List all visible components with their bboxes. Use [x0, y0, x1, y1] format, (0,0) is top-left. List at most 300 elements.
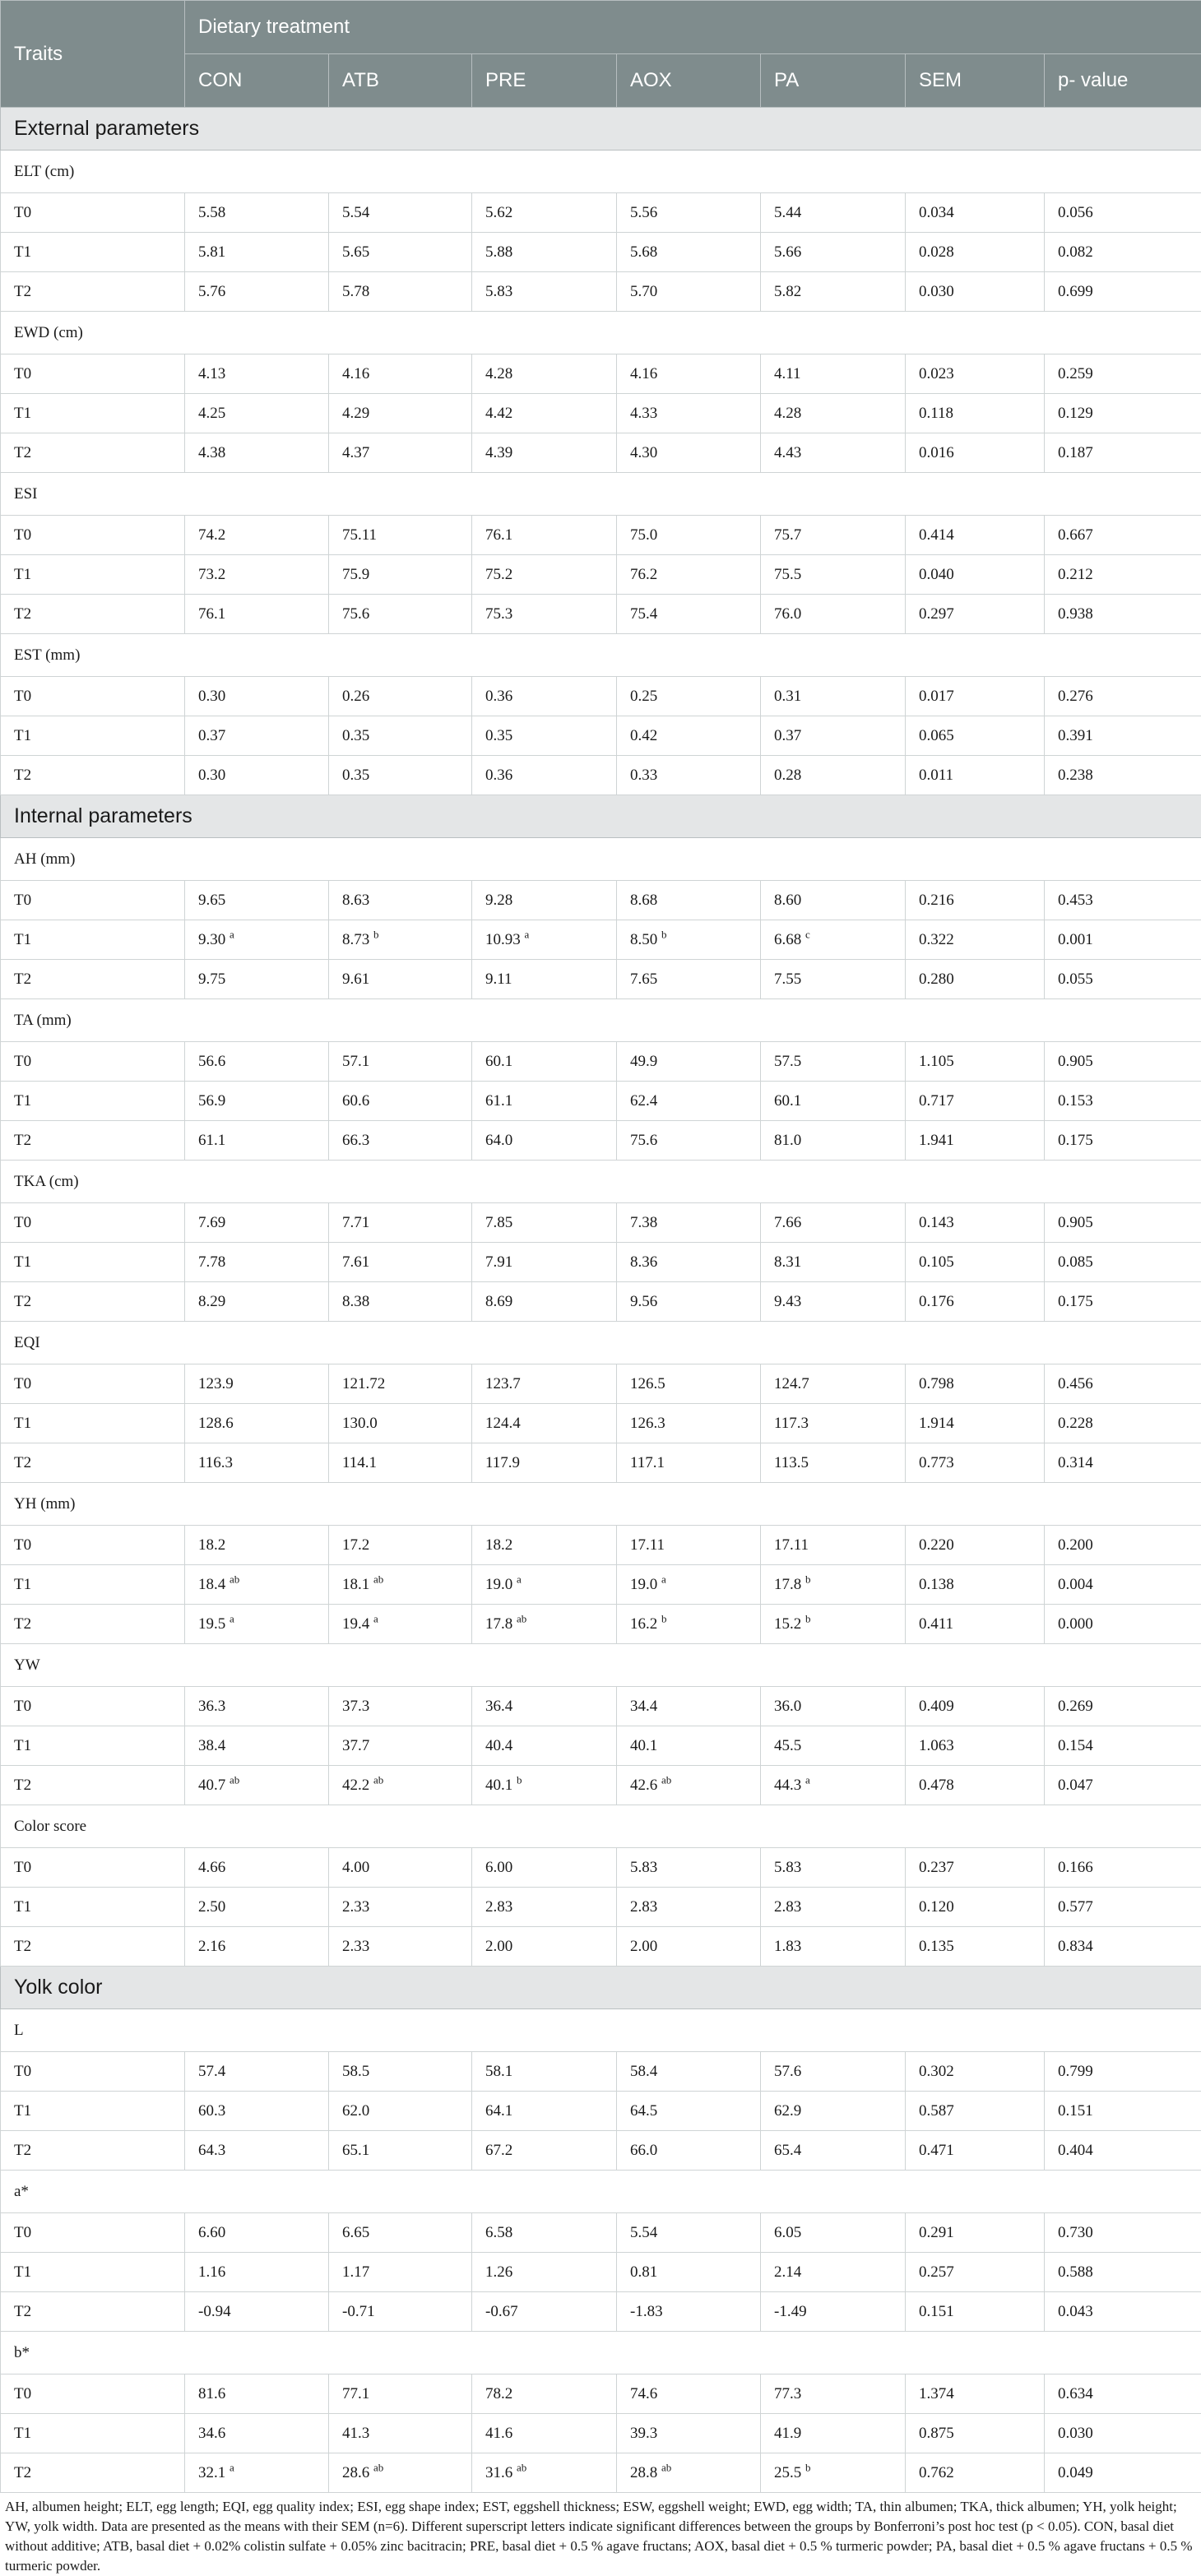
- table-cell: [329, 677, 472, 716]
- significance-letter: b: [805, 1612, 811, 1624]
- cell-value: 0.905: [1058, 1214, 1093, 1231]
- table-cell: [761, 1605, 906, 1644]
- cell-value: 0.773: [919, 1454, 954, 1471]
- table-cell: [185, 960, 329, 999]
- column-header: AOX: [617, 54, 761, 108]
- cell-value: -0.71: [342, 2303, 375, 2320]
- table-cell: [329, 555, 472, 595]
- cell-value: 0.120: [919, 1898, 954, 1916]
- table-cell: [761, 2052, 906, 2092]
- cell-value: -0.67: [485, 2303, 518, 2320]
- cell-value: 75.5: [774, 566, 801, 583]
- cell-value: 7.85: [485, 1214, 512, 1231]
- table-cell: [761, 1848, 906, 1888]
- table-cell: [329, 2453, 472, 2493]
- table-cell: [906, 394, 1045, 433]
- cell-value: 6.65: [342, 2224, 369, 2241]
- table-cell: [906, 1203, 1045, 1243]
- cell-value: 57.5: [774, 1053, 801, 1070]
- table-cell: [617, 960, 761, 999]
- cell-value: 19.4: [342, 1615, 369, 1633]
- cell-value: 37.7: [342, 1737, 369, 1754]
- cell-value: 81.6: [198, 2385, 225, 2402]
- cell-value: 60.1: [485, 1053, 512, 1070]
- cell-value: 6.60: [198, 2224, 225, 2241]
- table-cell: [1045, 1404, 1201, 1443]
- cell-value: 76.1: [485, 526, 512, 544]
- trait-group-row: [1, 634, 1201, 677]
- table-cell: [906, 2052, 1045, 2092]
- table-cell: [761, 1121, 906, 1161]
- cell-value: 6.58: [485, 2224, 512, 2241]
- cell-value: 2.00: [630, 1938, 657, 1955]
- significance-letter: a: [517, 1573, 522, 1585]
- cell-value: 5.88: [485, 243, 512, 261]
- table-cell: [1045, 2131, 1201, 2171]
- period-label: T0: [1, 1526, 185, 1565]
- table-cell: [906, 1042, 1045, 1082]
- table-row: [1, 2092, 1201, 2131]
- table-cell: [472, 1526, 617, 1565]
- table-cell: [1045, 1726, 1201, 1766]
- table-cell: [329, 2253, 472, 2292]
- table-cell: [906, 2213, 1045, 2253]
- table-cell: [617, 1565, 761, 1605]
- cell-value: 4.29: [342, 405, 369, 422]
- table-cell: [906, 2414, 1045, 2453]
- cell-value: 56.6: [198, 1053, 225, 1070]
- table-cell: [1045, 960, 1201, 999]
- table-cell: [1045, 1082, 1201, 1121]
- table-cell: [1045, 1687, 1201, 1726]
- table-cell: [761, 1404, 906, 1443]
- table-cell: [472, 272, 617, 312]
- cell-value: 73.2: [198, 566, 225, 583]
- cell-value: 75.3: [485, 605, 512, 623]
- section-row: [1, 108, 1201, 151]
- table-cell: [906, 1364, 1045, 1404]
- cell-value: 9.56: [630, 1293, 657, 1310]
- cell-value: 44.3: [774, 1777, 801, 1794]
- period-label: T1: [1, 1404, 185, 1443]
- cell-value: 0.699: [1058, 283, 1093, 300]
- table-cell: [617, 1726, 761, 1766]
- cell-value: 117.1: [630, 1454, 665, 1471]
- table-cell: [472, 677, 617, 716]
- trait-group-row: [1, 999, 1201, 1042]
- cell-value: 0.30: [198, 767, 225, 784]
- cell-value: 5.54: [342, 204, 369, 221]
- column-header: PRE: [472, 54, 617, 108]
- table-row: [1, 394, 1201, 433]
- cell-value: 62.9: [774, 2102, 801, 2120]
- cell-value: 0.016: [919, 444, 954, 461]
- cell-value: 124.7: [774, 1375, 809, 1392]
- table-cell: [906, 756, 1045, 795]
- table-cell: [185, 756, 329, 795]
- trait-label: ELT (cm): [1, 151, 1201, 193]
- period-label: T0: [1, 354, 185, 394]
- table-cell: [906, 716, 1045, 756]
- cell-value: 4.16: [342, 365, 369, 382]
- period-label: T2: [1, 1443, 185, 1483]
- table-cell: [617, 1082, 761, 1121]
- cell-value: 8.50: [630, 931, 657, 948]
- cell-value: 0.135: [919, 1938, 954, 1955]
- cell-value: 0.478: [919, 1777, 954, 1794]
- table-cell: [472, 2292, 617, 2332]
- cell-value: 41.6: [485, 2425, 512, 2442]
- period-label: T0: [1, 1848, 185, 1888]
- period-label: T2: [1, 1282, 185, 1322]
- table-cell: [472, 1927, 617, 1967]
- table-cell: [1045, 716, 1201, 756]
- significance-letter: b: [805, 1573, 811, 1585]
- table-cell: [906, 354, 1045, 394]
- period-label: T1: [1, 2253, 185, 2292]
- table-cell: [472, 193, 617, 233]
- table-cell: [185, 354, 329, 394]
- table-cell: [472, 354, 617, 394]
- table-cell: [1045, 1888, 1201, 1927]
- cell-value: 49.9: [630, 1053, 657, 1070]
- cell-value: 4.66: [198, 1859, 225, 1876]
- table-cell: [761, 1687, 906, 1726]
- cell-value: 17.8: [485, 1615, 512, 1633]
- table-cell: [329, 2213, 472, 2253]
- period-label: T2: [1, 2131, 185, 2171]
- table-cell: [185, 1888, 329, 1927]
- cell-value: 0.634: [1058, 2385, 1093, 2402]
- table-cell: [329, 2414, 472, 2453]
- table-cell: [472, 1766, 617, 1805]
- section-row: [1, 795, 1201, 838]
- table-cell: [761, 272, 906, 312]
- significance-letter: ab: [230, 1773, 239, 1786]
- table-row: [1, 1404, 1201, 1443]
- trait-label: a*: [1, 2171, 1201, 2213]
- cell-value: 0.37: [198, 727, 225, 744]
- cell-value: 2.83: [485, 1898, 512, 1916]
- table-row: [1, 1766, 1201, 1805]
- table-cell: [906, 555, 1045, 595]
- table-cell: [617, 881, 761, 920]
- cell-value: 9.28: [485, 892, 512, 909]
- table-body: [1, 108, 1201, 2493]
- cell-value: 74.6: [630, 2385, 657, 2402]
- cell-value: 8.29: [198, 1293, 225, 1310]
- table-cell: [1045, 2052, 1201, 2092]
- table-cell: [906, 1565, 1045, 1605]
- cell-value: -1.49: [774, 2303, 807, 2320]
- table-cell: [185, 2253, 329, 2292]
- trait-label: EST (mm): [1, 634, 1201, 677]
- table-cell: [617, 193, 761, 233]
- table-cell: [1045, 677, 1201, 716]
- significance-letter: b: [661, 928, 667, 940]
- table-cell: [472, 1726, 617, 1766]
- period-label: T2: [1, 2292, 185, 2332]
- cell-value: 0.129: [1058, 405, 1093, 422]
- table-cell: [472, 1443, 617, 1483]
- table-cell: [185, 1282, 329, 1322]
- section-title: External parameters: [1, 108, 1201, 151]
- table-row: [1, 2292, 1201, 2332]
- table-cell: [761, 920, 906, 960]
- cell-value: 2.16: [198, 1938, 225, 1955]
- period-label: T1: [1, 233, 185, 272]
- cell-value: 0.798: [919, 1375, 954, 1392]
- table-cell: [906, 1726, 1045, 1766]
- table-cell: [329, 1888, 472, 1927]
- significance-letter: ab: [661, 2461, 671, 2473]
- cell-value: 0.001: [1058, 931, 1093, 948]
- table-cell: [906, 920, 1045, 960]
- table-cell: [1045, 1565, 1201, 1605]
- cell-value: 64.5: [630, 2102, 657, 2120]
- table-cell: [1045, 1243, 1201, 1282]
- cell-value: 7.71: [342, 1214, 369, 1231]
- table-cell: [185, 516, 329, 555]
- table-cell: [617, 2052, 761, 2092]
- cell-value: 75.6: [342, 605, 369, 623]
- table-cell: [617, 2292, 761, 2332]
- table-cell: [617, 756, 761, 795]
- table-cell: [761, 1203, 906, 1243]
- table-cell: [185, 2131, 329, 2171]
- cell-value: 6.00: [485, 1859, 512, 1876]
- table-cell: [185, 1565, 329, 1605]
- table-cell: [1045, 394, 1201, 433]
- cell-value: 60.1: [774, 1092, 801, 1110]
- table-cell: [185, 920, 329, 960]
- table-row: [1, 354, 1201, 394]
- cell-value: 1.26: [485, 2263, 512, 2281]
- cell-value: 1.83: [774, 1938, 801, 1955]
- cell-value: 0.043: [1058, 2303, 1093, 2320]
- table-cell: [185, 595, 329, 634]
- table-row: [1, 756, 1201, 795]
- cell-value: 0.26: [342, 688, 369, 705]
- cell-value: 2.14: [774, 2263, 801, 2281]
- table-cell: [617, 1526, 761, 1565]
- header-dietary-treatment: Dietary treatment: [185, 1, 1201, 54]
- period-label: T1: [1, 394, 185, 433]
- cell-value: 60.6: [342, 1092, 369, 1110]
- table-cell: [761, 2131, 906, 2171]
- table-cell: [472, 2374, 617, 2414]
- cell-value: 25.5: [774, 2464, 801, 2481]
- section-title: Internal parameters: [1, 795, 1201, 838]
- table-cell: [1045, 516, 1201, 555]
- significance-letter: b: [805, 2461, 811, 2473]
- significance-letter: ab: [373, 1573, 383, 1585]
- table-row: [1, 193, 1201, 233]
- table-cell: [617, 233, 761, 272]
- table-cell: [1045, 2453, 1201, 2493]
- table-cell: [761, 555, 906, 595]
- table-cell: [761, 1726, 906, 1766]
- table-cell: [185, 1443, 329, 1483]
- cell-value: 7.69: [198, 1214, 225, 1231]
- table-cell: [329, 2052, 472, 2092]
- significance-letter: b: [517, 1773, 522, 1786]
- cell-value: 4.33: [630, 405, 657, 422]
- table-cell: [906, 595, 1045, 634]
- table-cell: [761, 1082, 906, 1121]
- table-cell: [329, 716, 472, 756]
- cell-value: 75.11: [342, 526, 377, 544]
- table-cell: [472, 1888, 617, 1927]
- cell-value: 4.13: [198, 365, 225, 382]
- table-row: [1, 1203, 1201, 1243]
- cell-value: 0.404: [1058, 2142, 1093, 2159]
- table-cell: [1045, 2292, 1201, 2332]
- table-cell: [329, 920, 472, 960]
- table-cell: [617, 1766, 761, 1805]
- cell-value: 4.38: [198, 444, 225, 461]
- cell-value: 78.2: [485, 2385, 512, 2402]
- cell-value: 66.0: [630, 2142, 657, 2159]
- table-cell: [906, 677, 1045, 716]
- cell-value: 5.83: [774, 1859, 801, 1876]
- trait-label: AH (mm): [1, 838, 1201, 881]
- period-label: T0: [1, 1042, 185, 1082]
- table-cell: [472, 516, 617, 555]
- cell-value: 40.4: [485, 1737, 512, 1754]
- trait-group-row: [1, 1644, 1201, 1687]
- table-cell: [472, 1565, 617, 1605]
- cell-value: 0.36: [485, 688, 512, 705]
- table-cell: [761, 1526, 906, 1565]
- cell-value: 5.62: [485, 204, 512, 221]
- table-cell: [329, 1687, 472, 1726]
- table-cell: [185, 1687, 329, 1726]
- period-label: T2: [1, 1927, 185, 1967]
- cell-value: 58.4: [630, 2063, 657, 2080]
- table-cell: [617, 1927, 761, 1967]
- cell-value: 0.082: [1058, 243, 1093, 261]
- cell-value: 36.3: [198, 1698, 225, 1715]
- table-cell: [329, 2292, 472, 2332]
- table-cell: [906, 516, 1045, 555]
- table-cell: [906, 2292, 1045, 2332]
- table-cell: [472, 2213, 617, 2253]
- cell-value: 57.6: [774, 2063, 801, 2080]
- cell-value: 9.75: [198, 971, 225, 988]
- cell-value: 1.16: [198, 2263, 225, 2281]
- cell-value: 0.049: [1058, 2464, 1093, 2481]
- table-cell: [761, 1565, 906, 1605]
- cell-value: 0.938: [1058, 605, 1093, 623]
- table-row: [1, 1848, 1201, 1888]
- table-cell: [472, 1605, 617, 1644]
- table-cell: [761, 2374, 906, 2414]
- cell-value: 5.83: [630, 1859, 657, 1876]
- cell-value: 36.0: [774, 1698, 801, 1715]
- table-row: [1, 1927, 1201, 1967]
- table-cell: [906, 2253, 1045, 2292]
- table-cell: [617, 1203, 761, 1243]
- trait-group-row: [1, 838, 1201, 881]
- table-row: [1, 2213, 1201, 2253]
- table-cell: [472, 716, 617, 756]
- table-cell: [329, 1605, 472, 1644]
- cell-value: 0.36: [485, 767, 512, 784]
- cell-value: 5.82: [774, 283, 801, 300]
- table-cell: [617, 2092, 761, 2131]
- cell-value: 42.6: [630, 1777, 657, 1794]
- period-label: T0: [1, 677, 185, 716]
- table-row: [1, 555, 1201, 595]
- cell-value: 61.1: [198, 1132, 225, 1149]
- section-title: Yolk color: [1, 1967, 1201, 2009]
- table-cell: [472, 1848, 617, 1888]
- table-cell: [329, 2374, 472, 2414]
- table-cell: [329, 272, 472, 312]
- cell-value: 8.38: [342, 1293, 369, 1310]
- cell-value: 38.4: [198, 1737, 225, 1754]
- cell-value: 0.055: [1058, 971, 1093, 988]
- cell-value: 7.66: [774, 1214, 801, 1231]
- cell-value: 77.3: [774, 2385, 801, 2402]
- cell-value: 5.68: [630, 243, 657, 261]
- trait-label: b*: [1, 2332, 1201, 2374]
- table-cell: [329, 1565, 472, 1605]
- cell-value: 75.9: [342, 566, 369, 583]
- cell-value: 2.50: [198, 1898, 225, 1916]
- cell-value: 0.35: [342, 727, 369, 744]
- period-label: T0: [1, 2374, 185, 2414]
- cell-value: 42.2: [342, 1777, 369, 1794]
- trait-group-row: [1, 1805, 1201, 1848]
- cell-value: 0.297: [919, 605, 954, 623]
- cell-value: 64.3: [198, 2142, 225, 2159]
- table-cell: [906, 1848, 1045, 1888]
- table-cell: [472, 1243, 617, 1282]
- table-row: [1, 272, 1201, 312]
- significance-letter: a: [373, 1612, 378, 1624]
- table-row: [1, 1526, 1201, 1565]
- cell-value: 0.280: [919, 971, 954, 988]
- period-label: T2: [1, 1121, 185, 1161]
- cell-value: 4.11: [774, 365, 801, 382]
- table-cell: [1045, 1042, 1201, 1082]
- cell-value: 10.93: [485, 931, 521, 948]
- cell-value: 0.30: [198, 688, 225, 705]
- trait-label: TKA (cm): [1, 1161, 1201, 1203]
- trait-group-row: [1, 1161, 1201, 1203]
- table-row: [1, 1888, 1201, 1927]
- table-cell: [761, 1042, 906, 1082]
- cell-value: 128.6: [198, 1415, 234, 1432]
- cell-value: 0.040: [919, 566, 954, 583]
- cell-value: 0.105: [919, 1253, 954, 1271]
- table-cell: [617, 516, 761, 555]
- cell-value: 31.6: [485, 2464, 512, 2481]
- table-row: [1, 2253, 1201, 2292]
- cell-value: 9.43: [774, 1293, 801, 1310]
- table-row: [1, 1243, 1201, 1282]
- table-cell: [329, 1526, 472, 1565]
- table-cell: [329, 193, 472, 233]
- table-cell: [185, 233, 329, 272]
- cell-value: 0.030: [1058, 2425, 1093, 2442]
- cell-value: 113.5: [774, 1454, 809, 1471]
- cell-value: 57.4: [198, 2063, 225, 2080]
- table-cell: [185, 1042, 329, 1082]
- table-cell: [906, 1082, 1045, 1121]
